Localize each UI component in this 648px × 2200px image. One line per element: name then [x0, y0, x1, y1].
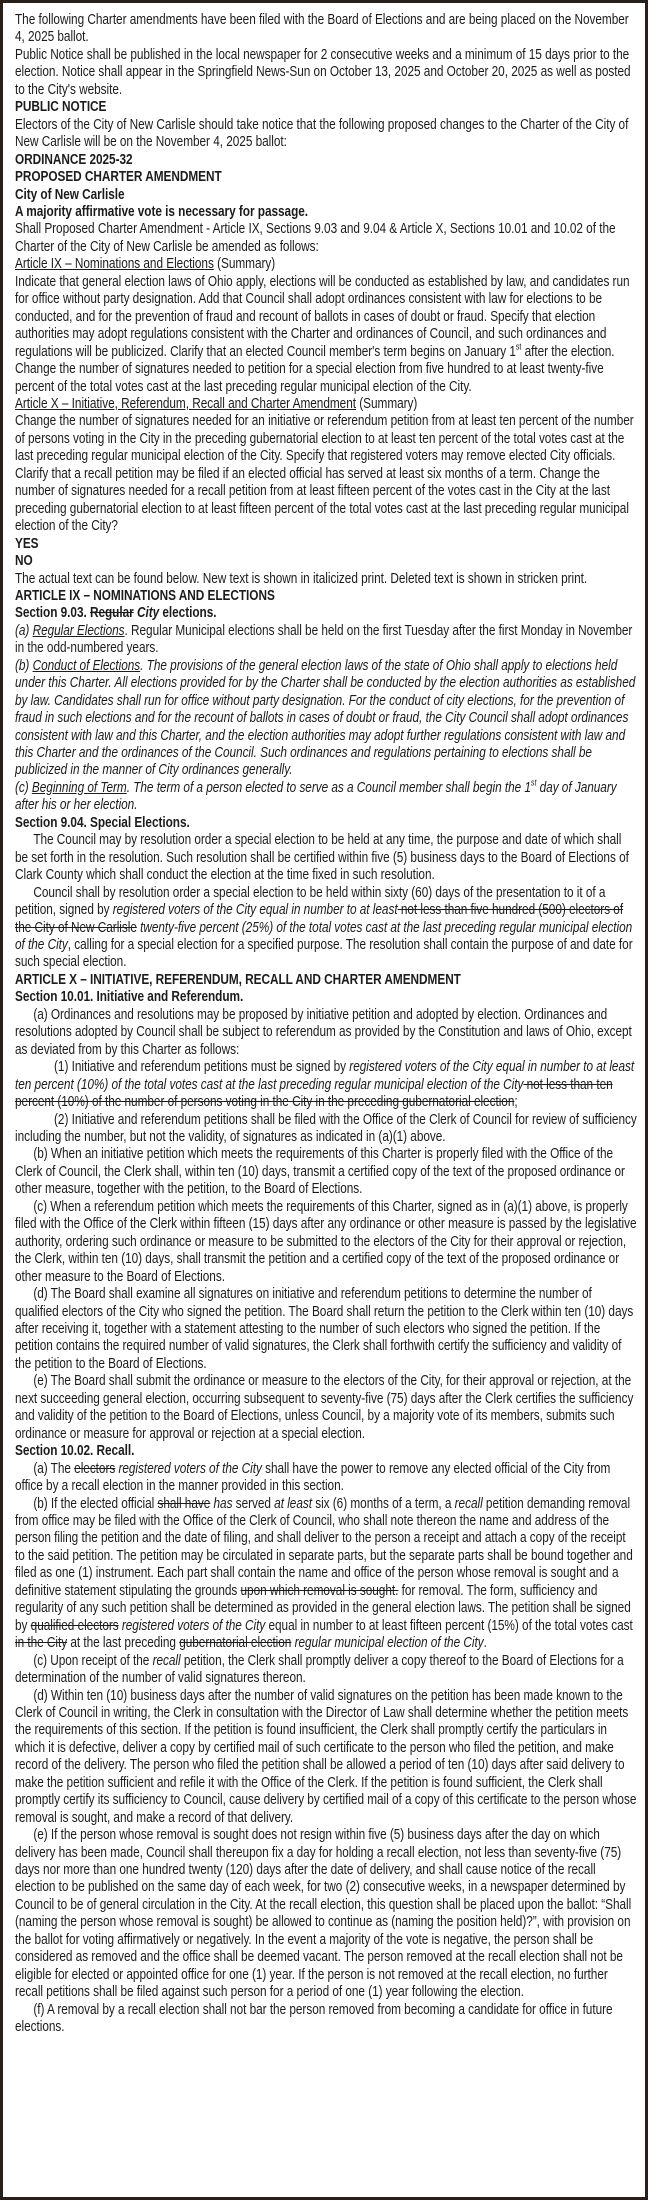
ordinance-number: ORDINANCE 2025-32	[15, 150, 133, 168]
clause-text: (c) Upon receipt of the	[33, 1651, 153, 1669]
clause-text: . Regular Municipal elections shall be held on the first Tuesday after the first Monday in November in the odd-numbered years.	[15, 621, 633, 657]
new-text: Beginning of Term	[31, 778, 127, 796]
public-notice-heading: PUBLIC NOTICE	[15, 98, 107, 116]
ordinal-suffix: st	[515, 341, 522, 352]
clause-text: served	[232, 1494, 275, 1512]
article-10-summary-heading	[15, 395, 637, 412]
new-text: (a)	[15, 621, 33, 639]
clause-text: petition, the Clerk shall promptly deliver a copy thereof to the Board of Elections for a determination of the number of valid signatures thereon.	[15, 1651, 624, 1687]
clause-text: petition demanding removal from office may be filed with the Office of the Clerk of Council, who shall note thereon the name and address of the person filing the petition and the date of filing, and shall deliver to the person a receipt and attach a copy of the receipt to the said petition. The petition may be circulated in separate parts, but the separate parts shall be bound together and filed as one (1) instrument. Each part shall contain the name and office of the person whose removal is sought and a definitive statement stipulating the grounds	[15, 1494, 633, 1599]
section-10-01-a2: (2) Initiative and referendum petitions shall be filed with the Office of the Clerk of Council for review of sufficiency including the number, but not the validity, of signatures as indicated in (a)(1) above.	[15, 1110, 637, 1145]
clause-text: shall have the power to remove any elected official of the City from office by a recall election in the manner provided in this section.	[15, 1459, 611, 1495]
new-text: . The term of a person elected to serve as a Council member shall begin the 1	[126, 778, 531, 796]
clause-text: at the last preceding	[67, 1634, 180, 1652]
intro-paragraph: The following Charter amendments have been filed with the Board of Elections and are being placed on the November 4, 2025 ballot.	[15, 11, 629, 46]
section-10-02-e: (e) If the person whose removal is sought does not resign within five (5) business days after the day on which delivery has been made, Council shall thereupon fix a day for holding a recall election, not less than seventy-five (75) days nor more than one hundred twenty (120) days after the date of delivery, and shall cause notice of the recall election to be published on the same day of each week, for two (2) consecutive weeks, in a newspaper determined by Council to be of general circulation in the City. At the recall election, this question shall be placed upon the ballot: “Shall (naming the person whose removal is sought) be allowed to continue as (naming the position held)?”, with provision on the ballot for voting affirmatively or negatively. In the event a majority of the vote is negative, the person shall be considered as removed and the office shall be deemed vacant. The person removed at the recall election shall not be eligible for elected or appointed office for one (1) year. If the person is not removed at the recall election, no further recall petitions shall be filed against such person for a period of one (1) year following the election.	[15, 1826, 632, 2001]
clause-text: (b) If the elected official	[33, 1494, 158, 1512]
city-name: City of New Carlisle	[15, 185, 125, 203]
section-number: Section 9.03.	[15, 604, 90, 622]
majority-vote-note: A majority affirmative vote is necessary for passage.	[15, 202, 309, 220]
proposed-amendment-heading: PROPOSED CHARTER AMENDMENT	[15, 168, 222, 186]
new-text: recall	[152, 1651, 181, 1669]
deleted-text: electors	[74, 1459, 116, 1477]
section-9-03-c	[15, 779, 637, 814]
section-10-02-a	[15, 1460, 637, 1495]
new-text: City	[133, 604, 160, 622]
article-9-summary-title: Article IX – Nominations and Elections	[15, 255, 214, 273]
new-text: twenty-five percent (25%) of the total votes cast at the last preceding regular municipal election of the City	[15, 918, 633, 954]
new-text: registered voters of the City equal in number to at least	[112, 901, 398, 919]
new-text: Conduct of Elections	[32, 656, 141, 674]
deleted-text: Regular	[89, 604, 134, 622]
article-9-heading: ARTICLE IX – NOMINATIONS AND ELECTIONS	[15, 586, 275, 604]
deleted-text: not less than five hundred (500) electors of the City of New Carlisle	[15, 901, 624, 936]
new-text: registered voters of the City	[118, 1616, 266, 1634]
deleted-text: upon which removal is sought.	[240, 1581, 399, 1599]
section-10-01-a1	[15, 1058, 637, 1110]
deleted-text: in the City	[15, 1634, 68, 1652]
section-10-01-b: (b) When an initiative petition which meets the requirements of this Charter is properly filed with the Office of the Clerk of Council, the Clerk shall, within ten (10) days, transmit a certified copy of the text of the proposed ordinance or other measure, together with the petition, to the Board of Elections.	[15, 1145, 625, 1198]
legal-notice-document	[15, 11, 637, 2036]
section-10-02-d: (d) Within ten (10) business days after the number of valid signatures on the petition has been made known to the Clerk of Council in writing, the Clerk in consultation with the Director of Law shall determine whether the petition meets the requirements of this section. If the petition is found insufficient, the Clerk shall promptly certify the particulars in which it is defective, deliver a copy by certified mail of such certificate to the person who filed the petition, and make record of the delivery. The person who filed the petition shall be allowed a period of ten (10) days after said delivery to make the petition sufficient and refile it with the Office of the Clerk. If the petition is found sufficient, the Clerk shall promptly certify its sufficiency to Council, cause delivery by certified mail of a copy of this certificate to the person whose removal is sought, and make a record of that delivery.	[15, 1686, 637, 1826]
clause-text: Council shall by resolution order a special election to be held within sixty (60) days of the presentation to it of a petition, signed by	[15, 883, 606, 919]
section-10-02-heading: Section 10.02. Recall.	[15, 1442, 135, 1460]
section-9-04-p2	[15, 884, 637, 971]
new-text: (b)	[15, 656, 33, 674]
formatting-note: The actual text can be found below. New text is shown in italicized print. Deleted text is shown in stricken print.	[15, 569, 588, 587]
article-10-heading: ARTICLE X – INITIATIVE, REFERENDUM, RECALL AND CHARTER AMENDMENT	[15, 970, 461, 988]
ordinal-suffix: st	[530, 777, 537, 788]
ballot-question-intro: Shall Proposed Charter Amendment - Article IX, Sections 9.03 and 9.04 & Article X, Sections 10.01 and 10.02 of the Charter of the City of New Carlisle be amended as follows:	[15, 220, 616, 255]
section-9-03-heading	[15, 604, 637, 621]
section-9-04-p1: The Council may by resolution order a special election to be held at any time, the purpose and date of which shall be set forth in the resolution. Such resolution shall be certified within five (5) business days to the Board of Elections of Clark County which shall conduct the election at the time fixed in such resolution.	[15, 831, 629, 884]
clause-text: , calling for a special election for a specified purpose. The resolution shall contain the purpose of and date for such special election.	[15, 936, 633, 971]
section-9-03-b	[15, 657, 637, 779]
article-9-summary-heading	[15, 255, 637, 272]
new-text: at least	[274, 1494, 312, 1512]
new-text: day of January after his or her election.	[15, 778, 617, 814]
deleted-text: qualified electors	[30, 1616, 119, 1634]
section-10-02-b	[15, 1495, 637, 1652]
deleted-text: shall have	[157, 1494, 211, 1512]
section-10-01-c: (c) When a referendum petition which meets the requirements of this Charter, signed as in (a)(1) above, is properly filed with the Office of the Clerk within fifteen (15) days after any ordinance or other measure is passed by the legislative authority, ordering such ordinance or measure to be submitted to the electors of the City for their approval or rejection, the Clerk, within ten (10) days, shall transmit the petition and a certified copy of the text of the proposed ordinance or other measure to the Board of Elections.	[15, 1197, 637, 1285]
article-10-summary: Change the number of signatures needed for an initiative or referendum petition from at least ten percent of the number of persons voting in the City in the preceding gubernatorial election to at least ten percent of the total votes cast at the last preceding regular municipal election of the City. Specify that registered voters may remove elected City officials. Clarify that a recall petition may be filed if an elected official has served at least six months of a term. Change the number of signatures needed for a recall petition from at least fifteen percent of the votes cast in the City at the last preceding gubernatorial election to at least fifteen percent of the total votes cast at the last preceding regular municipal election of the City?	[15, 412, 634, 535]
vote-option-yes: YES	[15, 534, 39, 552]
new-text: Regular Elections	[32, 621, 125, 639]
clause-text: six (6) months of a term, a	[311, 1494, 455, 1512]
clause-text: .	[483, 1634, 487, 1652]
deleted-text: gubernatorial election	[179, 1634, 292, 1652]
new-text: recall	[454, 1494, 483, 1512]
section-9-04-heading: Section 9.04. Special Elections.	[15, 813, 190, 831]
clause-text: (a) The	[33, 1459, 75, 1477]
section-9-03-a	[15, 622, 637, 657]
summary-text: after the election. Change the number of signatures needed to petition for a special election from five hundred to at least twenty-five percent of the total votes cast at the last preceding regular municipal election of the City.	[15, 342, 615, 395]
article-10-summary-title: Article X – Initiative, Referendum, Recall and Charter Amendment	[15, 394, 356, 412]
article-9-summary	[15, 273, 637, 395]
clause-text: equal in number to at least fifteen percent (15%) of the total votes cast	[265, 1616, 633, 1634]
section-10-01-a: (a) Ordinances and resolutions may be proposed by initiative petition and adopted by election. Ordinances and resolutions adopted by Council shall be subject to referendum as provided by the Constitution and laws of Ohio, except as deviated from by this Charter as follows:	[15, 1005, 632, 1058]
new-text: registered voters of the City equal in number to at least ten percent (10%) of the total votes cast at the last preceding regular municipal election of the City	[15, 1058, 635, 1093]
new-text: has	[210, 1494, 233, 1512]
section-10-02-f: (f) A removal by a recall election shall not bar the person removed from becoming a candidate for office in future elections.	[15, 2000, 613, 2036]
new-text: (c)	[15, 778, 32, 796]
deleted-text: not less than ten percent (10%) of the number of persons voting in the City in the preceding gubernatorial election	[15, 1075, 613, 1111]
publication-paragraph: Public Notice shall be published in the local newspaper for 2 consecutive weeks and a minimum of 15 days prior to the election. Notice shall appear in the Springfield News-Sun on October 13, 2025 and October 20, 2025 as well as posted to the City's website.	[15, 45, 631, 98]
clause-text: ;	[514, 1093, 518, 1111]
electors-paragraph: Electors of the City of New Carlisle should take notice that the following proposed changes to the Charter of the City of New Carlisle will be on the November 4, 2025 ballot:	[15, 115, 629, 151]
new-text: regular municipal election of the City	[291, 1634, 484, 1652]
summary-tag: (Summary)	[355, 394, 418, 412]
section-10-01-heading: Section 10.01. Initiative and Referendum.	[15, 988, 244, 1006]
summary-text: Indicate that general election laws of Ohio apply, elections will be conducted as established by law, and candidates run for office without party designation. Add that Council shall adopt ordinances consistent with law for elections to be conducted, and for the prevention of fraud and recount of ballots in cases of doubt or fraud. Specify that election authorities may adopt regulations consistent with the Charter and ordinances of Council, and such ordinances and regulations will be publicized. Clarify that an elected Council member's term begins on January 1	[15, 272, 630, 360]
summary-tag: (Summary)	[213, 255, 276, 273]
vote-option-no: NO	[15, 552, 33, 570]
new-text: . The provisions of the general election laws of the state of Ohio shall apply to elections held under this Charter. All elections provided for by the Charter shall be conducted by the election authorities as established by law. Candidates shall run for office without party designation. For the conduct of city elections, for the prevention of fraud in such elections and for the recount of ballots in cases of doubt or fraud, the City Council shall adopt ordinances consistent with law and this Charter, and the election authorities may adopt further regulations consistent with law and this Charter and the ordinances of the Council. Such ordinances and regulations pertaining to elections shall be publicized in the manner of City ordinances generally.	[15, 656, 636, 779]
section-10-01-e: (e) The Board shall submit the ordinance or measure to the electors of the City, for their approval or rejection, at the next succeeding general election, occurring subsequent to seventy-five (75) days after the Clerk certifies the sufficiency and validity of the petition to the Board of Elections, unless Council, by a majority vote of its members, submits such ordinance or measure for approval or rejection at a special election.	[15, 1372, 634, 1442]
section-10-02-c	[15, 1652, 637, 1687]
section-10-01-d: (d) The Board shall examine all signatures on initiative and referendum petitions to determine the number of qualified electors of the City who signed the petition. The Board shall return the petition to the Clerk within ten (10) days after receiving it, together with a statement attesting to the number of such electors who signed the petition. If the petition contains the required number of valid signatures, the Clerk shall forthwith certify the sufficiency and validity of the petition to the Board of Elections.	[15, 1285, 634, 1372]
clause-text: for removal. The form, sufficiency and regularity of any such petition shall be determined as provided in the general election laws. The petition shall be signed by	[15, 1581, 631, 1634]
new-text: registered voters of the City	[115, 1459, 262, 1477]
clause-text: (1) Initiative and referendum petitions must be signed by	[54, 1058, 350, 1076]
section-title: elections.	[159, 604, 217, 622]
